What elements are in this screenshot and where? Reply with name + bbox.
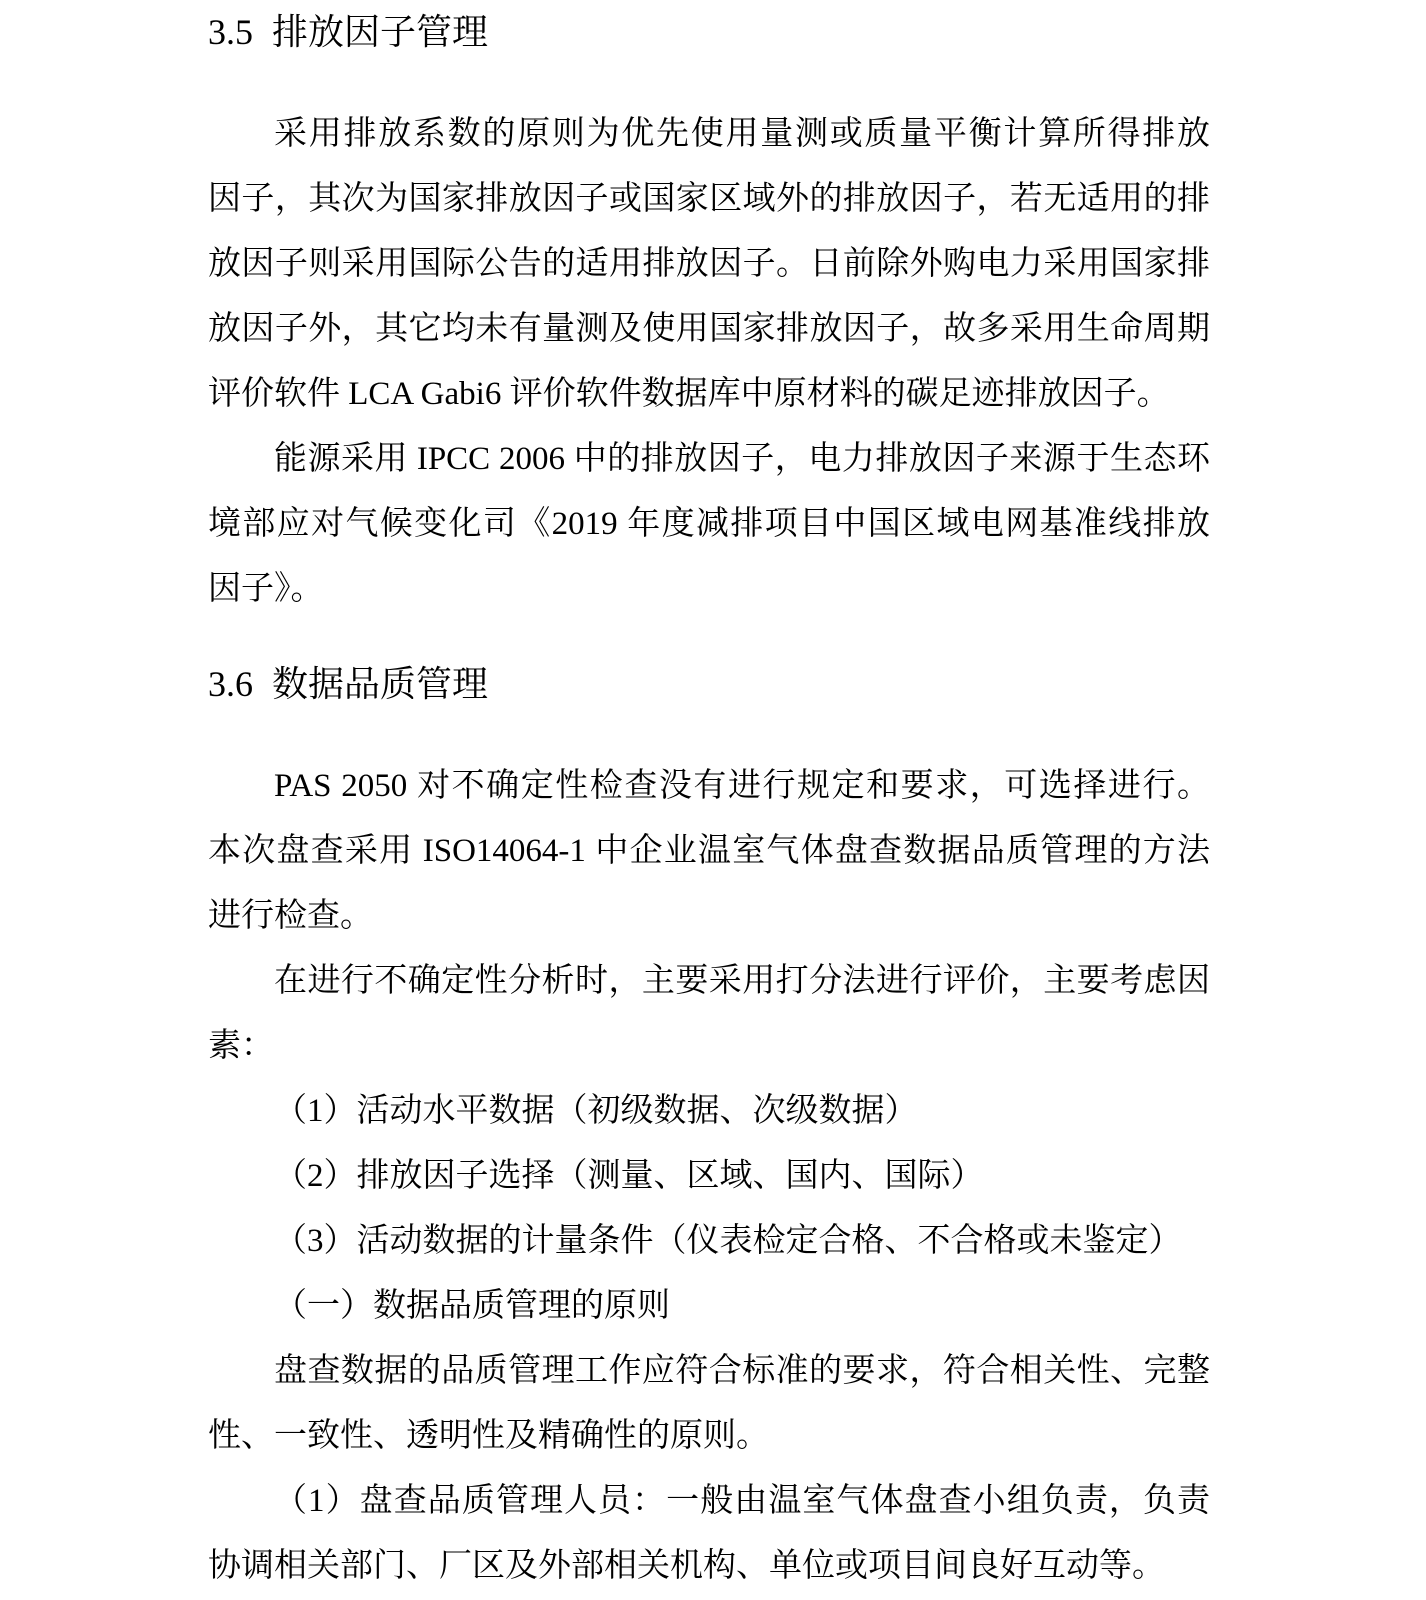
list-item-measurement-condition xyxy=(208,1209,1210,1274)
body-line: （3）活动数据的计量条件（仪表检定合格、不合格或未鉴定） xyxy=(274,1223,1182,1259)
body-line: （一）数据品质管理的原则 xyxy=(274,1288,670,1324)
body-line: PAS 2050 对不确定性检查没有进行规定和要求，可选择进行。 xyxy=(274,768,1210,804)
body-line: 盘查数据的品质管理工作应符合标准的要求，符合相关性、完整 xyxy=(274,1353,1210,1389)
section-heading-3-6: 3.6 数据品质管理 xyxy=(208,664,489,704)
paragraph-quality-principles xyxy=(208,1339,1210,1469)
body-line: 放因子外，其它均未有量测及使用国家排放因子，故多采用生命周期 xyxy=(208,311,1210,347)
body-line: 性、一致性、透明性及精确性的原则。 xyxy=(208,1418,769,1454)
body-line: 协调相关部门、厂区及外部相关机构、单位或项目间良好互动等。 xyxy=(208,1548,1165,1584)
paragraph-emission-factor-principle xyxy=(208,102,1210,427)
body-line: （1）活动水平数据（初级数据、次级数据） xyxy=(274,1093,918,1129)
body-line: 本次盘查采用 ISO14064-1 中企业温室气体盘查数据品质管理的方法 xyxy=(208,833,1210,869)
paragraph-pas2050-check xyxy=(208,754,1210,949)
body-line: 采用排放系数的原则为优先使用量测或质量平衡计算所得排放 xyxy=(274,116,1210,152)
body-line: 因子，其次为国家排放因子或国家区域外的排放因子，若无适用的排 xyxy=(208,181,1210,217)
body-line: （2）排放因子选择（测量、区域、国内、国际） xyxy=(274,1158,984,1194)
body-line: 能源采用 IPCC 2006 中的排放因子，电力排放因子来源于生态环 xyxy=(274,441,1210,477)
body-line: 素： xyxy=(208,1028,274,1064)
body-line: 因子》。 xyxy=(208,571,324,607)
section-heading-3-5: 3.5 排放因子管理 xyxy=(208,12,489,52)
body-line: 放因子则采用国际公告的适用排放因子。日前除外购电力采用国家排 xyxy=(208,246,1210,282)
body-line: 境部应对气候变化司《2019 年度减排项目中国区域电网基准线排放 xyxy=(208,506,1210,542)
body-line: 进行检查。 xyxy=(208,898,373,934)
paragraph-energy-factor-source xyxy=(208,427,1210,622)
paragraph-quality-personnel xyxy=(208,1469,1210,1599)
body-line: 在进行不确定性分析时，主要采用打分法进行评价，主要考虑因 xyxy=(274,963,1210,999)
list-item-emission-factor-choice xyxy=(208,1144,1210,1209)
body-line: （1）盘查品质管理人员：一般由温室气体盘查小组负责，负责 xyxy=(274,1483,1210,1519)
body-line: 评价软件 LCA Gabi6 评价软件数据库中原材料的碳足迹排放因子。 xyxy=(208,376,1170,412)
list-item-quality-principle-title xyxy=(208,1274,1210,1339)
paragraph-uncertainty-analysis xyxy=(208,949,1210,1079)
list-item-activity-data xyxy=(208,1079,1210,1144)
